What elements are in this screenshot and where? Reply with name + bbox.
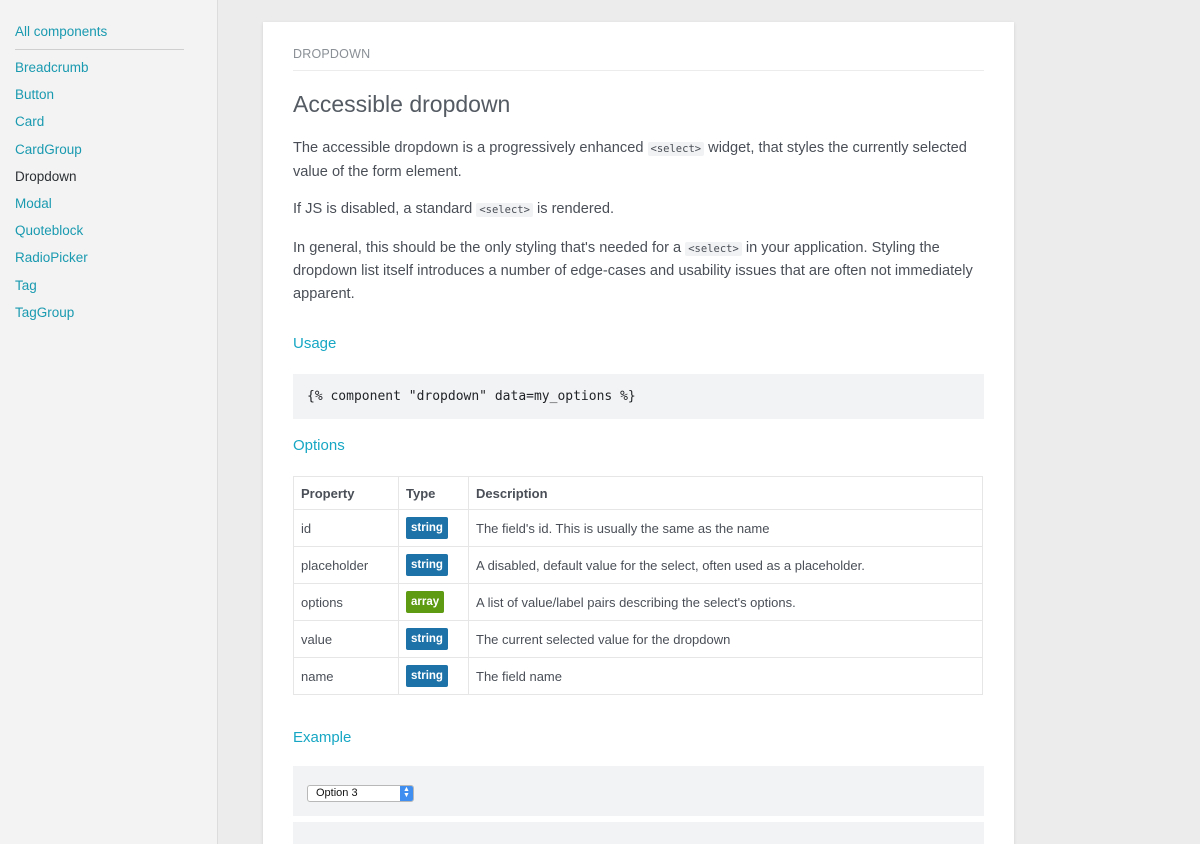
header-description: Description — [469, 477, 983, 510]
property-cell: id — [294, 510, 399, 547]
description-cell: The field name — [476, 668, 562, 684]
options-heading: Options — [293, 437, 345, 454]
inline-code: <select> — [648, 142, 705, 156]
all-components-link[interactable]: All components — [15, 24, 184, 50]
styling-paragraph — [293, 237, 984, 306]
sidebar-item-dropdown[interactable]: Dropdown — [15, 168, 77, 184]
sidebar-item-cardgroup[interactable]: CardGroup — [15, 141, 82, 157]
type-badge: string — [406, 554, 448, 576]
usage-code-block: {% component "dropdown" data=my_options %} — [293, 374, 984, 419]
table-row — [294, 584, 983, 621]
type-cell — [399, 621, 469, 658]
header-type: Type — [399, 477, 469, 510]
sidebar-item-taggroup[interactable]: TagGroup — [15, 304, 75, 320]
description-cell: A list of value/label pairs describing the select's options. — [469, 584, 983, 621]
table-row — [294, 510, 983, 547]
type-badge: string — [406, 517, 448, 539]
sidebar-item-quoteblock[interactable]: Quoteblock — [15, 223, 84, 239]
description-cell: The field's id. This is usually the same as the name — [469, 510, 983, 547]
description-cell: The current selected value for the dropdown — [469, 621, 983, 658]
select-arrows-icon: ▲ ▼ — [400, 785, 413, 802]
inline-code: <select> — [685, 242, 742, 256]
inline-code: <select> — [476, 203, 533, 217]
sidebar-item-tag[interactable]: Tag — [15, 277, 37, 293]
content-panel — [263, 22, 1014, 844]
table-row — [294, 658, 983, 695]
fallback-paragraph — [293, 198, 984, 222]
type-badge: array — [406, 591, 444, 613]
table-row — [294, 547, 983, 584]
sidebar — [0, 0, 218, 844]
type-cell — [399, 584, 469, 621]
property-cell: value — [294, 621, 399, 658]
options-table — [293, 476, 983, 695]
para3-text-start: In general, this should be the only styling that's needed for a — [293, 239, 686, 256]
type-cell — [399, 658, 469, 695]
table-header-row — [294, 477, 983, 510]
sidebar-item-button[interactable]: Button — [15, 87, 55, 103]
example-code-block — [293, 822, 984, 844]
select-value: Option 3 — [316, 787, 358, 799]
description-cell: A disabled, default value for the select, often used as a placeholder. — [469, 547, 983, 584]
property-cell: name — [294, 658, 399, 695]
example-dropdown-select[interactable] — [307, 785, 414, 802]
type-cell — [399, 547, 469, 584]
para2-text-start: If JS is disabled, a standard — [293, 201, 477, 217]
component-nav-list — [15, 59, 202, 331]
header-property: Property — [294, 477, 399, 510]
table-row — [294, 621, 983, 658]
type-badge: string — [406, 665, 448, 687]
intro-paragraph — [293, 137, 984, 183]
section-kicker: DROPDOWN — [293, 22, 984, 71]
sidebar-item-modal[interactable]: Modal — [15, 195, 52, 211]
sidebar-item-radiopicker[interactable]: RadioPicker — [15, 250, 88, 266]
para2-text-end: is rendered. — [532, 201, 615, 217]
para1-text-start: The accessible dropdown is a progressively enhanced — [293, 140, 648, 156]
sidebar-item-card[interactable]: Card — [15, 114, 45, 130]
para3-text-end: in your application. Styling the dropdown list itself introduces a number of edge-cases and usability issues that are often not immediately apparent. — [293, 239, 973, 302]
property-cell: options — [294, 584, 399, 621]
type-cell — [399, 510, 469, 547]
example-heading: Example — [293, 729, 352, 746]
property-cell: placeholder — [294, 547, 399, 584]
example-preview — [293, 766, 984, 816]
page-title: Accessible dropdown — [293, 91, 511, 117]
sidebar-item-breadcrumb[interactable]: Breadcrumb — [15, 60, 89, 75]
type-badge: string — [406, 628, 448, 650]
para1-text-end: widget, that styles the currently selected value of the form element. — [293, 140, 967, 180]
usage-heading: Usage — [293, 335, 337, 352]
